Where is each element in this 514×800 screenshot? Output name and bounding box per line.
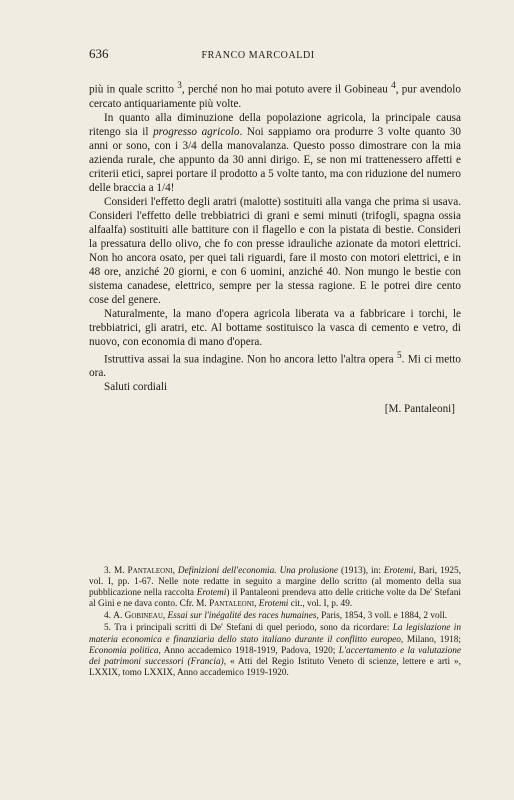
page-header <box>89 46 458 62</box>
paragraph-3: Consideri l'effetto degli aratri (malotte) sostituiti alla vanga che prima si usava. Consideri l'effetto delle trebbiatrici di grani e semi minuti (trifogli, spagna ossia alfaalfa) sostituiti alle battiture con il flagello e con la pistata di bestie. Consideri la pressatura dello olivo, che fo con presse idrauliche azionate da motori elettrici. Non ho ancora osato, per quei tali riguardi, fare il mosto con motori elettrici, e in 48 ore, anziché 20 giorni, e con 6 uomini, anziché 40. Non mungo le bestie con sistema canadese, elettrico, sempre per la stessa ragione. E le potrei dire cento cose del genere. <box>89 195 461 306</box>
letter-body <box>89 79 461 416</box>
footnote-4: 4. A. Gobineau, Essai sur l'inégalité des races humaines, Paris, 1854, 3 voll. e 1884, 2 voll. <box>104 611 448 622</box>
footnote-ref-4: 4 <box>391 81 396 91</box>
footnote-5: 5. Tra i principali scritti di De' Stefani di quel periodo, sono da ricordare: La legislazione in materia economica e finanziaria dello stato italiano durante il conflitto europeo, Milano, 1918; Economia politica, Anno accademico 1918-1919, Padova, 1920; L'accertamento e la valutazione dei patrimoni successori (Francia), « Atti del Regio Istituto Veneto di scienze, lettere e arti », LXXIX, tomo LXXIX, Anno accademico 1919-1920. <box>89 623 461 678</box>
footnotes <box>89 566 461 679</box>
paragraph-5: Istruttiva assai la sua indagine. Non ho ancora letto l'altra opera $^5$. Mi ci metto ora. <box>89 350 462 380</box>
paragraph-4: Naturalmente, la mano d'opera agricola liberata va a fabbricare i torchi, le trebbiatrici, gli aratri, etc. Al bottame sostituisco la vasca di cemento e vetro, di nuovo, con economia di mano d'opera. <box>89 307 461 348</box>
paragraph-2: In quanto alla diminuzione della popolazione agricola, la principale causa ritengo sia il progresso agricolo. Noi sappiamo ora produrre 3 volte quanto 30 anni or sono, con i 3/4 della manovalanza. Questo posso dimostrare con la mia azienda rurale, che appunto da 30 anni dirigo. E, se non mi trattenessero affetti e criterii etici, saprei portare il prodotto a 5 volte tanto, ma con riduzione del numero delle braccia a 1/4! <box>89 111 461 194</box>
footnote-3: 3. M. Pantaleoni, Definizioni dell'economia. Una prolusione (1913), in: Erotemi, Bari, 1925, vol. I, pp. 1-67. Nelle note redatte in seguito a margine dello scritto (al momento della sua pubblicazione nella raccolta Erotemi) il Pantaleoni prendeva atto delle critiche volte da De' Stefani al Gini e ne dava conto. Cfr. M. Pantaleoni, Erotemi cit., vol. I, p. 49. <box>89 566 461 610</box>
running-title: FRANCO MARCOALDI <box>201 50 315 61</box>
page-number: 636 <box>89 46 109 61</box>
closing: Saluti cordiali <box>104 381 168 394</box>
paragraph-1: più in quale scritto $^3$, perché non ho mai potuto avere il Gobineau $^4$, pur avendolo cercato antiquariamente più volte. <box>89 81 461 110</box>
footnote-ref-3: 3 <box>177 81 182 91</box>
signature: [M. Pantaleoni] <box>384 403 455 416</box>
footnote-ref-5: 5 <box>396 350 402 361</box>
